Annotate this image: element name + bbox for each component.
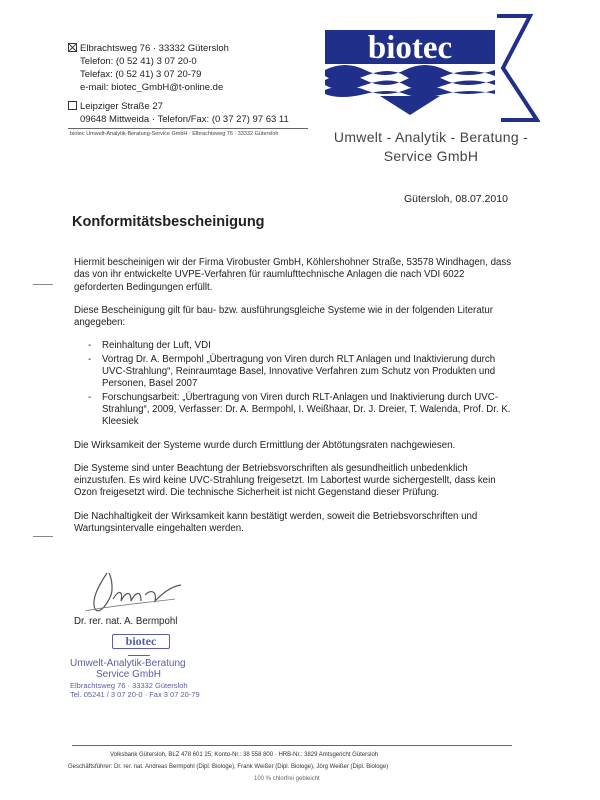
list-item: - Vortrag Dr. A. Bermpohl „Übertragung von Viren durch RLT Anlagen und Inaktivierung durch UVC-Strahlung“, Reinraumtage Basel, Innovative Verfahren zum Schutz von Produkten und Personen, Basel 2007	[88, 354, 514, 391]
address-street: Elbrachtsweg 76 · 33332 Gütersloh	[80, 43, 229, 54]
checkbox-empty-icon	[68, 101, 77, 110]
paragraph-intro: Hiermit bescheinigen wir der Firma Virobuster GmbH, Köhlershohner Straße, 53578 Windhagen, dass das von ihr entwickelte UVPE-Verfahren für raumlufttechnische Anlagen die nach VDI 6022 geforderten Bedingungen erfüllt.	[74, 257, 512, 293]
return-address-rule	[68, 128, 308, 129]
paragraph-safety: Die Systeme sind unter Beachtung der Betriebsvorschriften als gesundheitlich unbedenklich einzustufen. Es wird keine UVC-Strahlung freigesetzt. Im Labortest wurde sichergestellt, dass kein Ozon freigesetzt wird. Die technische Sicherheit ist nicht Gegenstand dieser Prüfung.	[74, 462, 496, 499]
signer-name: Dr. rer. nat. A. Bermpohl	[74, 616, 178, 627]
company-stamp	[70, 634, 220, 699]
stamp-line1: Umwelt-Analytik-Beratung	[70, 658, 186, 669]
literature-list	[74, 340, 514, 428]
list-item: - Reinhaltung der Luft, VDI	[88, 340, 514, 352]
address-email: e-mail: biotec_GmbH@t-online.de	[80, 82, 224, 93]
stamp-line3: Elbrachtsweg 76 · 33332 Gütersloh	[70, 681, 188, 690]
footer-rule	[72, 745, 512, 746]
logo-text: biotec	[367, 30, 453, 66]
list-item: - Forschungsarbeit: „Übertragung von Viren durch RLT-Anlagen und Inaktivierung durch UVC-Strahlung“, 2009, Verfasser: Dr. A. Bermpohl, I. Weißhaar, Dr. J. Dreier, T. Walenda, Prof. Dr. K. Kleesiek	[88, 392, 514, 429]
fold-mark	[33, 536, 53, 537]
stamp-line4: Tel. 05241 / 3 07 20-0 · Fax 3 07 20-79	[70, 690, 200, 699]
footer-managers: Geschäftsführer: Dr. rer. nat. Andreas Bermpohl (Dipl. Biologe), Frank Weißer (Dipl. Biologe), Jörg Weißer (Dipl. Biologe)	[68, 764, 389, 770]
fold-mark	[33, 284, 53, 285]
company-name	[318, 128, 544, 166]
company-line1: Umwelt - Analytik - Beratung -	[333, 129, 529, 145]
address-phone: Telefon: (0 52 41) 3 07 20-0	[80, 56, 197, 67]
footer-paper: 100 % chlorfrei gebleicht	[254, 776, 320, 782]
biotec-logo	[325, 12, 540, 122]
checkbox-checked-icon	[68, 43, 77, 52]
branch-street: Leipziger Straße 27	[80, 101, 163, 112]
paragraph-scope: Diese Bescheinigung gilt für bau- bzw. ausführungsgleiche Systeme wie in der folgenden Literatur angegeben:	[74, 304, 493, 329]
paragraph-effectiveness: Die Wirksamkeit der Systeme wurde durch Ermittlung der Abtötungsraten nachgewiesen.	[74, 439, 456, 451]
document-title: Konformitätsbescheinigung	[72, 214, 265, 230]
branch-city: 09648 Mittweida · Telefon/Fax: (0 37 27) 97 63 11	[80, 114, 289, 125]
paragraph-sustainability: Die Nachhaltigkeit der Wirksamkeit kann bestätigt werden, soweit die Betriebsvorschriften und Wartungsintervalle eingehalten werden.	[74, 510, 478, 535]
signature-image	[85, 565, 205, 617]
return-address: biotec Umwelt-Analytik-Beratung-Service GmbH · Elbrachtsweg 76 · 33332 Gütersloh	[70, 131, 279, 137]
company-line2: Service GmbH	[383, 148, 479, 164]
stamp-wave-icon	[128, 649, 150, 656]
sender-address-block	[68, 42, 289, 126]
stamp-line2: Service GmbH	[96, 669, 162, 680]
letter-date: Gütersloh, 08.07.2010	[404, 193, 508, 205]
footer-bank: Volksbank Gütersloh, BLZ 478 601 25; Konto-Nr.: 38 558 800 · HRB-Nr.: 3829 Amtsgericht Gütersloh	[110, 752, 379, 758]
address-fax: Telefax: (0 52 41) 3 07 20-79	[80, 69, 202, 80]
letter-body	[74, 257, 514, 546]
stamp-logo: biotec	[112, 634, 170, 649]
